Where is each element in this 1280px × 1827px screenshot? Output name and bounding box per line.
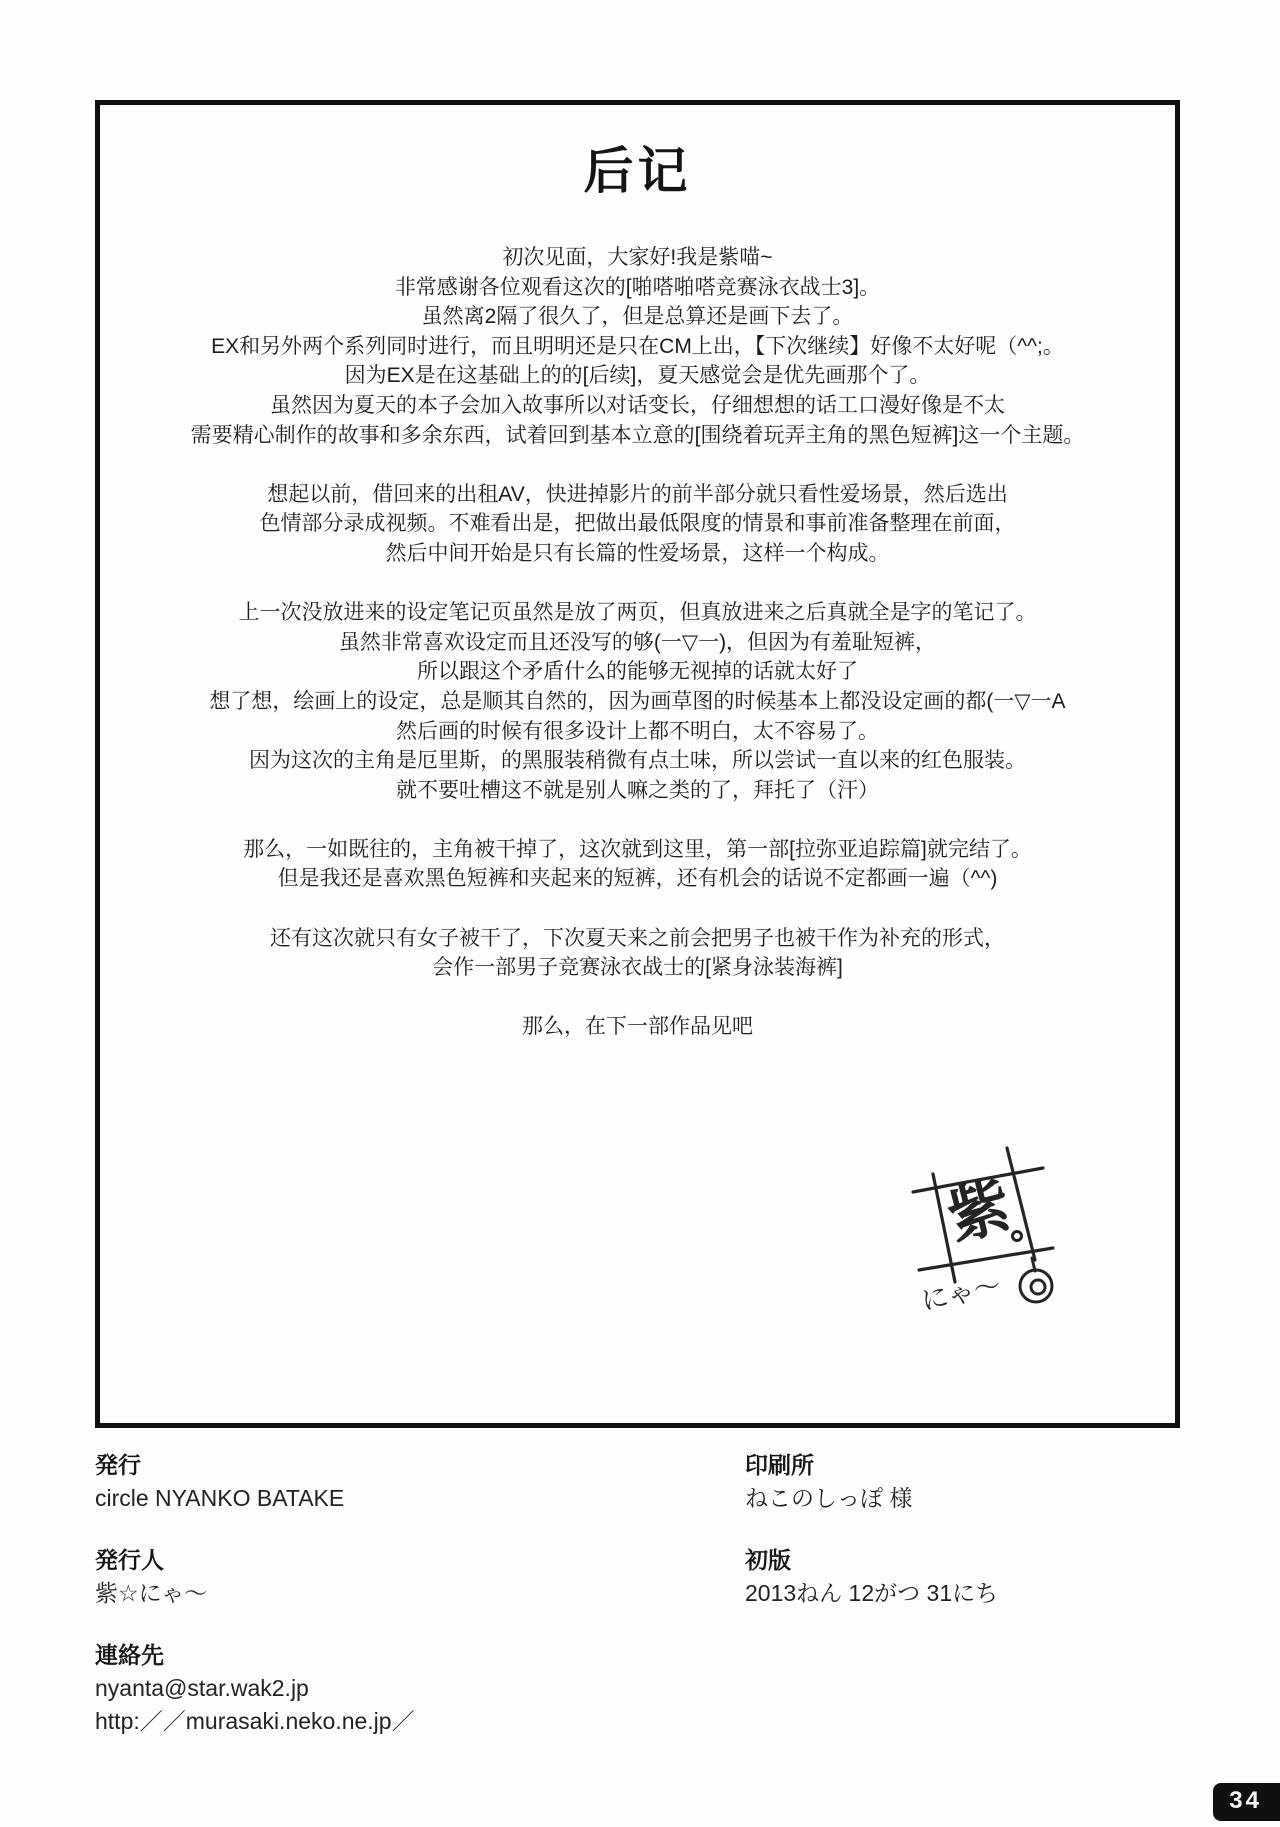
text-line: 虽然因为夏天的本子会加入故事所以对话变长，仔细想想的话工口漫好像是不太 [270,393,1005,417]
credit-label: 発行 [95,1452,141,1478]
text-line: 色情部分录成视频。不难看出是，把做出最低限度的情景和事前准备整理在前面， [259,512,1016,536]
credit-value: nyanta@star.wak2.jp [95,1675,309,1701]
signature-doodle [885,1140,1105,1340]
text-line: 然后画的时候有很多设计上都不明白，太不容易了。 [396,719,879,743]
text-line: 但是我还是喜欢黑色短裤和夹起来的短裤，还有机会的话说不定都画一遍（^^) [277,867,998,891]
text-line: 虽然离2隔了很久了，但是总算还是画下去了。 [421,305,854,329]
text-line: 需要精心制作的故事和多余东西，试着回到基本立意的[围绕着玩弄主角的黑色短裤]这一个主题。 [190,423,1085,447]
paragraph [100,480,1175,569]
credit-value: 2013ねん 12がつ 31にち [745,1580,999,1606]
credit-label: 初版 [745,1547,791,1573]
text-line: 因为EX是在这基础上的的[后续]，夏天感觉会是优先画那个了。 [344,364,931,388]
page-number-badge: 34 [1213,1783,1280,1821]
text-line: 会作一部男子竞赛泳衣战士的[紧身泳装海裤] [432,956,843,980]
text-line: 上一次没放进来的设定笔记页虽然是放了两页，但真放进来之后真就全是字的笔记了。 [238,601,1037,625]
credit-block [745,1448,1205,1515]
credit-value: circle NYANKO BATAKE [95,1485,345,1511]
signature-kana-glyph: にゃ～ [918,1270,1004,1318]
paragraph [100,243,1175,450]
text-line: 就不要吐槽这不就是别人嘛之类的了，拜托了（汗） [396,778,879,802]
credit-block [95,1543,745,1610]
text-line: 因为这次的主角是厄里斯，的黑服装稍微有点土味，所以尝试一直以来的红色服装。 [249,749,1026,773]
credit-value: http:／／murasaki.neko.ne.jp／ [95,1708,415,1734]
text-line: 想了想，绘画上的设定，总是顺其自然的，因为画草图的时候基本上都没设定画的都(一▽一A [209,689,1066,713]
text-line: 虽然非常喜欢设定而且还没写的够(一▽一)，但因为有羞耻短裤， [338,630,937,654]
credits-left [95,1448,745,1766]
text-line: 初次见面，大家好!我是紫喵~ [502,246,773,269]
credit-label: 連絡先 [95,1642,164,1668]
paragraph [100,924,1175,983]
text-line: 所以跟这个矛盾什么的能够无视掉的话就太好了 [417,660,858,684]
page-title: 后记 [583,143,692,199]
credit-value: ねこのしっぽ 様 [745,1485,913,1511]
paragraph [100,1012,1175,1042]
credits-right [745,1448,1205,1766]
credit-label: 印刷所 [745,1452,814,1478]
text-line: 还有这次就只有女子被干了，下次夏天来之前会把男子也被干作为补充的形式， [270,926,1005,950]
credits [95,1448,1205,1766]
credit-block [95,1638,745,1738]
signature-kanji-glyph: 紫 [940,1167,1019,1254]
text-line: 想起以前，借回来的出租AV，快进掉影片的前半部分就只看性爱场景，然后选出 [267,482,1008,506]
credit-block [95,1448,745,1515]
text-line: 然后中间开始是只有长篇的性爱场景，这样一个构成。 [385,541,890,565]
paragraph [100,598,1175,805]
text-line: 那么，一如既往的，主角被干掉了，这次就到这里，第一部[拉弥亚追踪篇]就完结了。 [243,837,1032,861]
afterword-body [100,243,1175,1042]
credit-value: 紫☆にゃ～ [95,1580,208,1606]
text-line: 那么，在下一部作品见吧 [522,1015,753,1039]
text-line: EX和另外两个系列同时进行，而且明明还是只在CM上出，【下次继续】好像不太好呢（^^;。 [211,334,1064,358]
credit-label: 発行人 [95,1547,164,1573]
text-line: 非常感谢各位观看这次的[啪嗒啪嗒竞赛泳衣战士3]。 [394,275,881,299]
credit-block [745,1543,1205,1610]
paragraph [100,835,1175,894]
